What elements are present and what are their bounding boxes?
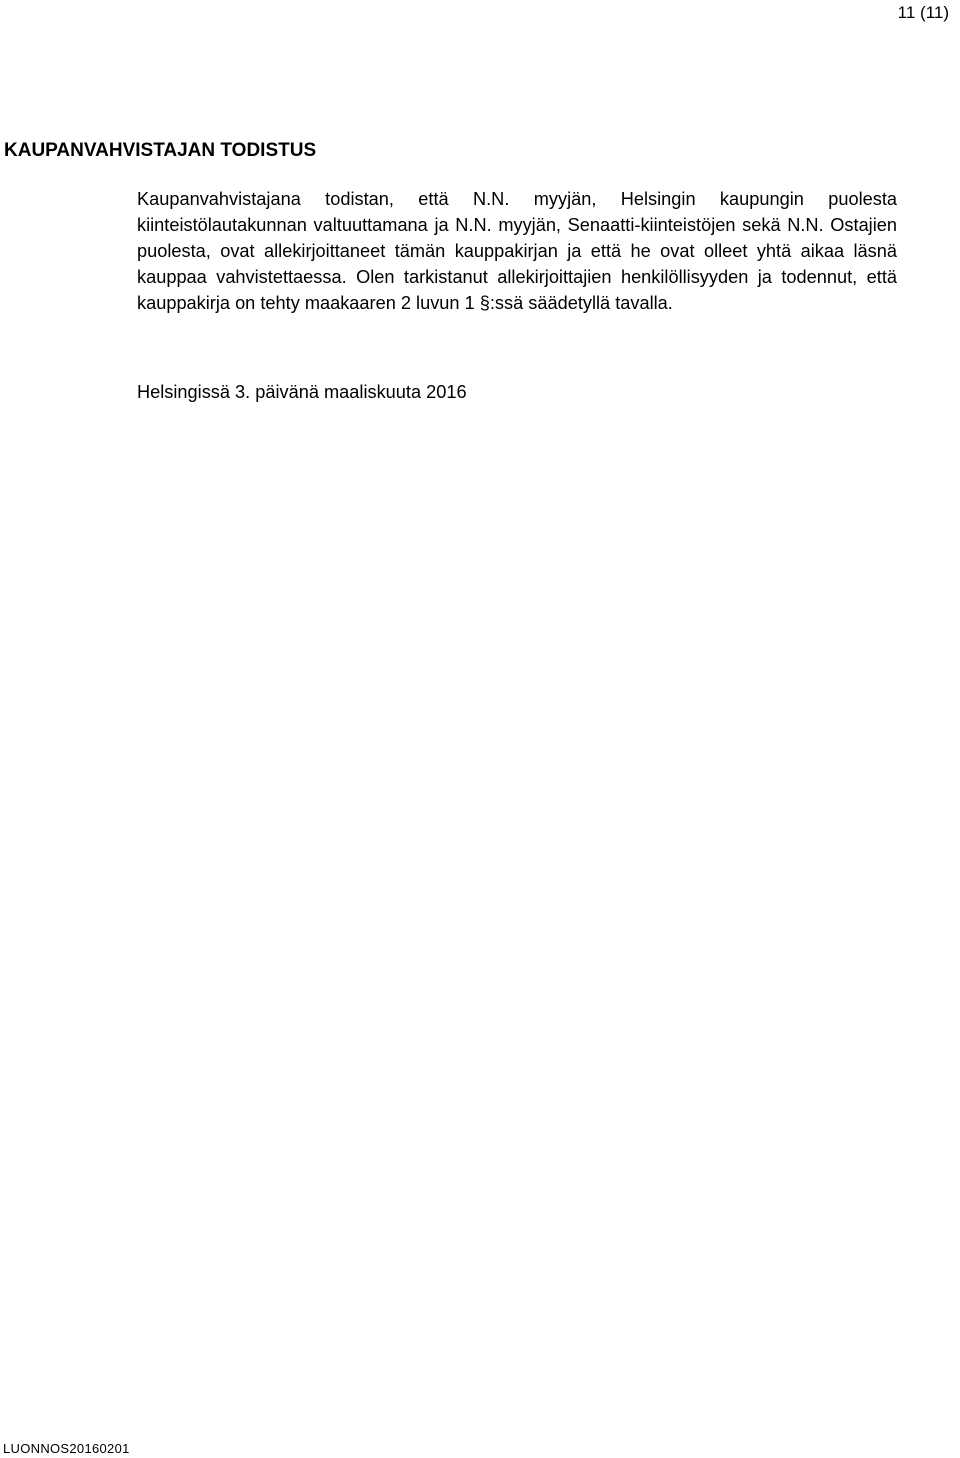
footer-draft-code: LUONNOS20160201 [3,1441,130,1456]
page-number: 11 (11) [897,3,949,22]
certificate-paragraph: Kaupanvahvistajana todistan, että N.N. myyjän, Helsingin kaupungin puolesta kiinteistölautakunnan valtuuttamana ja N.N. myyjän, Senaatti-kiinteistöjen sekä N.N. Ostajien puolesta, ovat allekirjoittaneet tämän kauppakirjan ja että he ovat olleet yhtä aikaa läsnä kauppaa vahvistettaessa. Olen tarkistanut allekirjoittajien henkilöllisyyden ja todennut, että kauppakirja on tehty maakaaren 2 luvun 1 §:ssä säädetyllä tavalla. [137,189,897,313]
date-line: Helsingissä 3. päivänä maaliskuuta 2016 [137,382,467,402]
certificate-body [137,186,897,316]
document-heading: KAUPANVAHVISTAJAN TODISTUS [4,140,317,161]
